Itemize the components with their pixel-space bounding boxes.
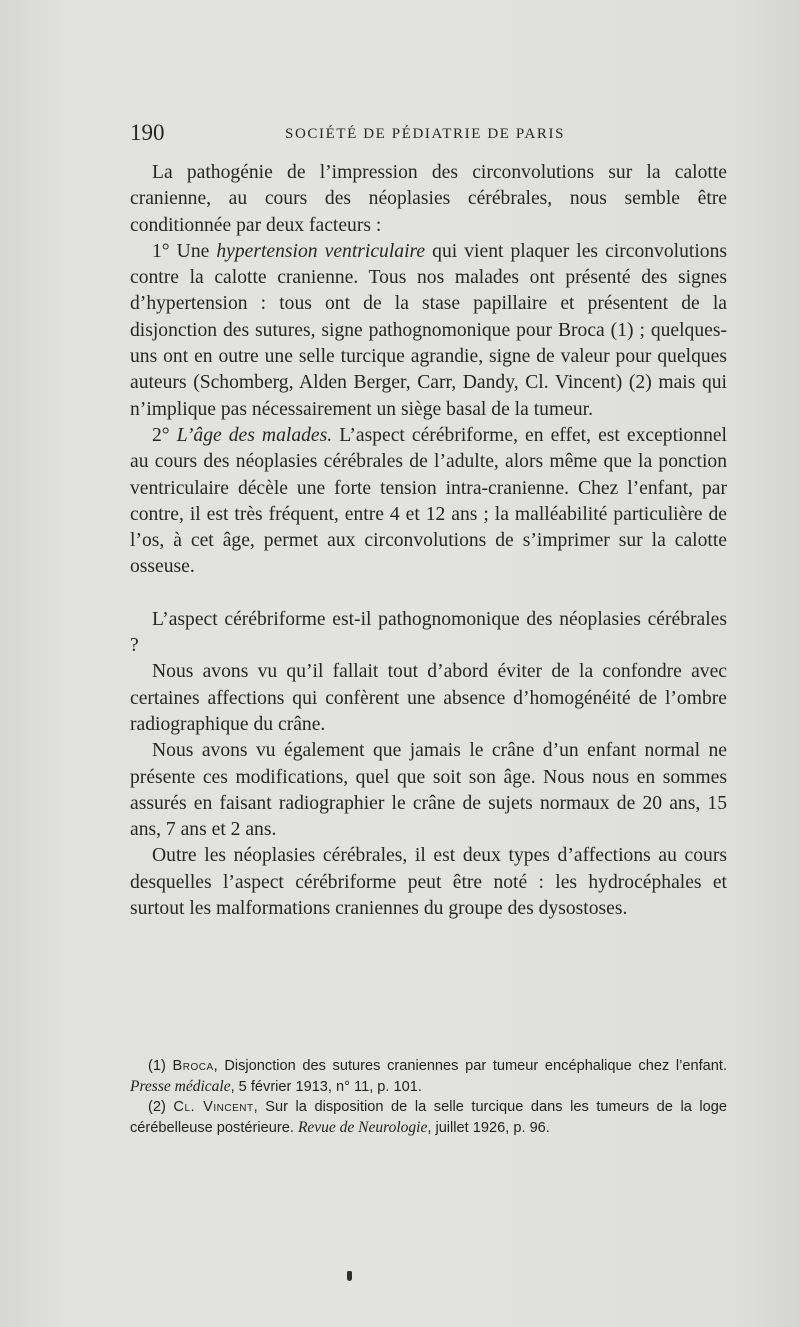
running-title: SOCIÉTÉ DE PÉDIATRIE DE PARIS bbox=[285, 126, 566, 142]
body-text bbox=[130, 160, 727, 922]
page-header bbox=[130, 118, 727, 148]
footnote-2-number: (2) bbox=[148, 1099, 174, 1115]
footnote-1 bbox=[130, 1056, 727, 1097]
factor-one-lead: 1° Une bbox=[152, 240, 217, 262]
footnote-1-journal: Presse médicale bbox=[130, 1077, 231, 1095]
paragraph-pathogenesis-intro: La pathogénie de l’impression des circonvolutions sur la calotte cranienne, au cours des néoplasies cérébrales, nous semble être conditionnée par deux facteurs : bbox=[130, 162, 727, 236]
paragraph-other-affections: Outre les néoplasies cérébrales, il est deux types d’affections au cours desquelles l’aspect cérébriforme peut être noté : les hydrocéphales et surtout les malformations craniennes du groupe des dysostoses. bbox=[130, 845, 727, 920]
factor-two-lead: 2° bbox=[152, 424, 177, 446]
paragraph-factor-two bbox=[130, 423, 727, 581]
footnote-2 bbox=[130, 1097, 727, 1138]
ink-speck bbox=[347, 1271, 352, 1281]
paragraph-normal-skull: Nous avons vu également que jamais le crâne d’un enfant normal ne présente ces modifications, quel que soit son âge. Nous nous en sommes assurés en faisant radiographier le crâne de sujets normaux de 20 ans, 15 ans, 7 ans et 2 ans. bbox=[130, 740, 727, 841]
factor-two-text: L’aspect cérébriforme, en effet, est exceptionnel au cours des néoplasies cérébrales de l’adulte, alors même que la ponction ventriculaire décèle une forte tension intra-cranienne. Chez l’enfant, par contre, il est très fréquent, entre 4 et 12 ans ; la malléabilité particulière de l’os, à cet âge, permet aux circonvolutions de s’imprimer sur la calotte osseuse. bbox=[130, 424, 728, 578]
footnote-2-title: , Sur la disposition de la selle turcique dans les tumeurs de la loge cérébelleuse postérieure. bbox=[130, 1099, 728, 1136]
footnote-1-author: Broca bbox=[172, 1058, 214, 1074]
footnote-2-author: Cl. Vincent bbox=[173, 1099, 254, 1115]
page-number: 190 bbox=[130, 120, 165, 145]
paragraph-question: L’aspect cérébriforme est-il pathognomonique des néoplasies cérébrales ? bbox=[130, 608, 727, 657]
factor-one-term: hypertension ventriculaire bbox=[216, 240, 426, 262]
footnote-1-number: (1) bbox=[148, 1058, 173, 1074]
paragraph-factor-one bbox=[130, 239, 727, 423]
footnote-2-citation: , juillet 1926, p. 96. bbox=[427, 1119, 550, 1136]
factor-two-term: L’âge des malades. bbox=[176, 424, 333, 446]
footnote-1-title: , Disjonction des sutures craniennes par tumeur encéphalique chez l’enfant. bbox=[213, 1058, 728, 1074]
factor-one-text: qui vient plaquer les circonvolutions contre la calotte cranienne. Tous nos malades ont présenté des signes d’hypertension : tous ont de la stase papillaire et présentent de la disjonction des sutures, signe pathognomonique pour Broca (1) ; quelques-uns ont en outre une selle turcique agrandie, signe de valeur pour quelques auteurs (Schomberg, Alden Berger, Carr, Dandy, Cl. Vincent) (2) mais qui n’implique pas nécessairement un siège basal de la tumeur. bbox=[130, 240, 727, 420]
footnotes bbox=[130, 1056, 727, 1138]
footnote-1-citation: , 5 février 1913, n° 11, p. 101. bbox=[230, 1078, 422, 1095]
paragraph-differential: Nous avons vu qu’il fallait tout d’abord éviter de la confondre avec certaines affections qui confèrent une absence d’homogénéité de l’ombre radiographique du crâne. bbox=[130, 661, 727, 735]
footnote-2-journal: Revue de Neurologie bbox=[297, 1118, 428, 1136]
